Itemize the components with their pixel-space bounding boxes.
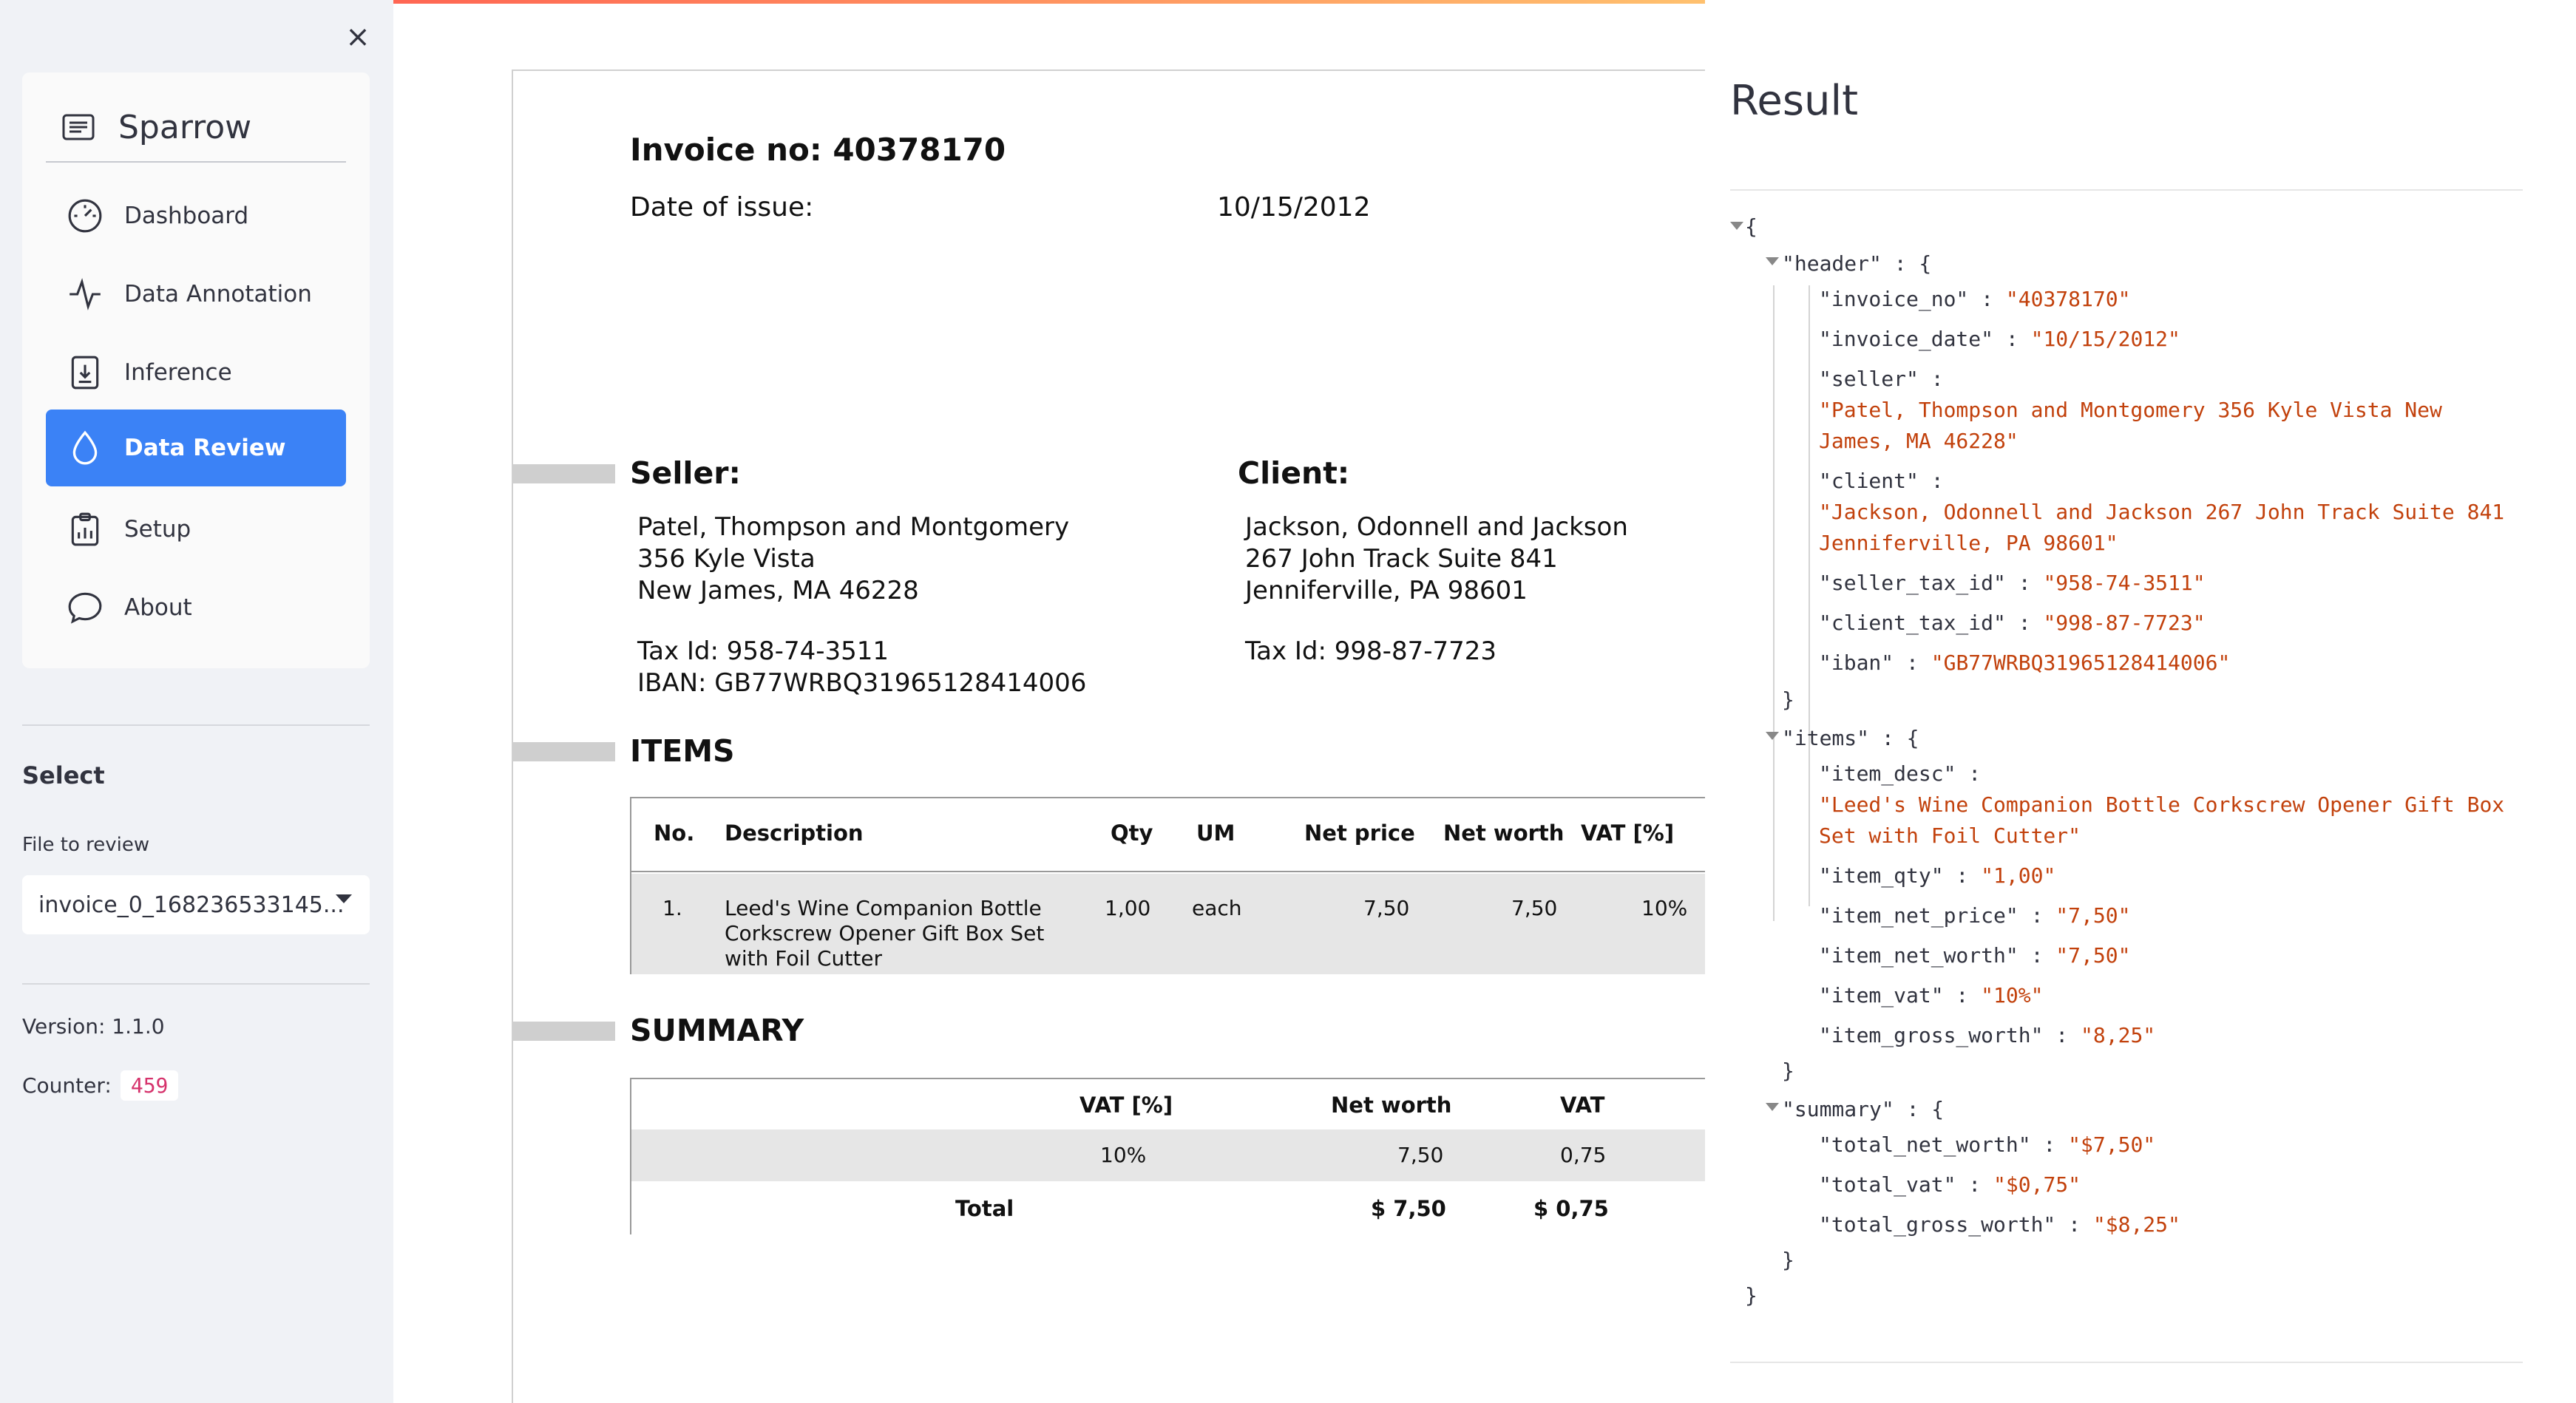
total-vat: $ 0,75 bbox=[1533, 1196, 1609, 1221]
json-brace: } bbox=[1782, 687, 1794, 712]
summary-title: SUMMARY bbox=[630, 1013, 804, 1048]
json-key: "invoice_no" bbox=[1819, 287, 1969, 311]
json-value: "Leed's Wine Companion Bottle Corkscrew Opener Gift Box bbox=[1819, 792, 2505, 817]
clipboard-data-icon bbox=[67, 511, 104, 548]
json-key: "item_vat" bbox=[1819, 983, 1944, 1008]
item-qty: 1,00 bbox=[1105, 896, 1151, 920]
json-line: "total_net_worth" : "$7,50" bbox=[1819, 1132, 2156, 1157]
summary-vat: 0,75 bbox=[1560, 1143, 1607, 1167]
file-download-icon bbox=[67, 354, 104, 391]
json-value: "10/15/2012" bbox=[2030, 327, 2180, 351]
menu-item-inference[interactable] bbox=[46, 334, 346, 411]
json-indent-guide bbox=[1773, 285, 1775, 921]
menu-item-setup[interactable] bbox=[46, 491, 346, 568]
result-panel bbox=[1705, 0, 2576, 1403]
activity-icon bbox=[67, 276, 104, 313]
chat-icon bbox=[67, 589, 104, 626]
file-select-value: invoice_0_168236533145... bbox=[38, 891, 345, 918]
version-text: Version: 1.1.0 bbox=[22, 1014, 165, 1039]
items-table-header bbox=[631, 798, 1705, 872]
json-value: "7,50" bbox=[2055, 903, 2131, 928]
column-header: Description bbox=[725, 821, 864, 846]
summary-vat-pct: 10% bbox=[1100, 1143, 1147, 1167]
json-line: "item_desc" : bbox=[1819, 761, 1982, 786]
table-row-total bbox=[631, 1181, 1705, 1234]
json-indent-guide bbox=[1809, 285, 1810, 906]
app-title-text: Sparrow bbox=[118, 108, 252, 146]
column-header: Net price bbox=[1304, 821, 1415, 846]
collapse-toggle-icon[interactable] bbox=[1766, 732, 1779, 740]
date-of-issue-label: Date of issue: bbox=[630, 192, 814, 222]
column-header: Net worth bbox=[1331, 1093, 1452, 1118]
table-row bbox=[631, 1129, 1705, 1181]
json-line: "item_gross_worth" : "8,25" bbox=[1819, 1023, 2156, 1047]
json-value: Jenniferville, PA 98601" bbox=[1819, 531, 2118, 555]
menu-item-label: Setup bbox=[124, 516, 191, 543]
invoice-document bbox=[512, 69, 1705, 1403]
json-value: "40378170" bbox=[2005, 287, 2131, 311]
client-title: Client: bbox=[1238, 455, 1350, 491]
menu-item-dashboard[interactable] bbox=[46, 177, 346, 254]
json-value: "958-74-3511" bbox=[2043, 571, 2206, 595]
collapse-toggle-icon[interactable] bbox=[1730, 222, 1743, 230]
json-value: James, MA 46228" bbox=[1819, 429, 2019, 453]
item-vat: 10% bbox=[1641, 896, 1688, 920]
invoice-number: Invoice no: 40378170 bbox=[630, 132, 1006, 168]
item-no: 1. bbox=[662, 896, 682, 920]
json-key-summary: "summary" : { bbox=[1782, 1097, 1945, 1121]
seller-tax-id: Tax Id: 958-74-3511 bbox=[637, 636, 889, 666]
json-value: "$0,75" bbox=[1993, 1172, 2081, 1197]
json-key: "client" bbox=[1819, 469, 1919, 493]
item-desc-line: Leed's Wine Companion Bottle bbox=[725, 896, 1042, 920]
json-key: "invoice_date" bbox=[1819, 327, 1994, 351]
json-key: "item_desc" bbox=[1819, 761, 1956, 786]
collapse-toggle-icon[interactable] bbox=[1766, 257, 1779, 265]
menu-item-data-annotation[interactable] bbox=[46, 256, 346, 333]
column-header: VAT bbox=[1560, 1093, 1605, 1118]
item-description bbox=[725, 896, 1044, 971]
json-line: "seller" : bbox=[1819, 367, 1944, 391]
json-key-items: "items" : { bbox=[1782, 726, 1919, 750]
total-label: Total bbox=[955, 1196, 1014, 1221]
json-line: "item_vat" : "10%" bbox=[1819, 983, 2044, 1008]
counter-label: Counter: bbox=[22, 1073, 112, 1098]
column-header: Net worth bbox=[1443, 821, 1565, 846]
column-header: VAT [%] bbox=[1079, 1093, 1173, 1118]
column-header: No. bbox=[654, 821, 695, 846]
client-address bbox=[1245, 512, 1628, 607]
column-header: Qty bbox=[1111, 821, 1153, 846]
counter bbox=[22, 1070, 178, 1101]
counter-value: 459 bbox=[121, 1070, 179, 1101]
select-heading: Select bbox=[22, 761, 105, 789]
json-line: "item_net_worth" : "7,50" bbox=[1819, 943, 2131, 968]
seller-line: New James, MA 46228 bbox=[637, 576, 919, 605]
summary-net-worth: 7,50 bbox=[1397, 1143, 1444, 1167]
chevron-down-icon bbox=[336, 894, 352, 903]
json-line: "client" : bbox=[1819, 469, 1944, 493]
json-value: Set with Foil Cutter" bbox=[1819, 823, 2081, 848]
json-key: "total_net_worth" bbox=[1819, 1132, 2031, 1157]
json-brace: } bbox=[1782, 1248, 1794, 1272]
json-line: "item_qty" : "1,00" bbox=[1819, 863, 2056, 888]
json-line: "total_vat" : "$0,75" bbox=[1819, 1172, 2081, 1197]
item-desc-line: Corkscrew Opener Gift Box Set bbox=[725, 921, 1045, 945]
json-brace: { bbox=[1745, 214, 1758, 239]
seller-iban: IBAN: GB77WRBQ31965128414006 bbox=[637, 668, 1087, 698]
summary-table-header bbox=[631, 1079, 1705, 1129]
client-line: Jackson, Odonnell and Jackson bbox=[1245, 512, 1628, 542]
section-bar bbox=[513, 1022, 615, 1041]
json-key: "seller_tax_id" bbox=[1819, 571, 2006, 595]
droplet-icon bbox=[67, 429, 104, 466]
json-key: "iban" bbox=[1819, 650, 1894, 675]
total-net-worth: $ 7,50 bbox=[1371, 1196, 1446, 1221]
json-value: "8,25" bbox=[2081, 1023, 2156, 1047]
json-key: "summary" bbox=[1782, 1097, 1894, 1121]
file-to-review-label: File to review bbox=[22, 834, 150, 856]
speedometer-icon bbox=[67, 197, 104, 234]
divider bbox=[22, 724, 370, 726]
json-value: "998-87-7723" bbox=[2043, 611, 2206, 635]
item-um: each bbox=[1192, 896, 1242, 920]
json-key: "item_net_worth" bbox=[1819, 943, 2019, 968]
json-key: "total_gross_worth" bbox=[1819, 1212, 2056, 1237]
client-line: 267 John Track Suite 841 bbox=[1245, 544, 1558, 574]
seller-address bbox=[637, 512, 1069, 607]
json-line: "item_net_price" : "7,50" bbox=[1819, 903, 2131, 928]
result-title: Result bbox=[1730, 77, 1859, 125]
client-tax-id: Tax Id: 998-87-7723 bbox=[1245, 636, 1497, 666]
items-title: ITEMS bbox=[630, 733, 735, 769]
section-bar bbox=[513, 742, 615, 761]
json-line: "client_tax_id" : "998-87-7723" bbox=[1819, 611, 2206, 635]
close-sidebar-button[interactable]: × bbox=[345, 20, 370, 54]
json-key: "total_vat" bbox=[1819, 1172, 1956, 1197]
summary-table bbox=[630, 1078, 1705, 1234]
json-key: "item_net_price" bbox=[1819, 903, 2019, 928]
json-brace: } bbox=[1782, 1059, 1794, 1083]
divider bbox=[1730, 1362, 2523, 1363]
json-key: "item_qty" bbox=[1819, 863, 1944, 888]
json-value: "$8,25" bbox=[2092, 1212, 2180, 1237]
json-value: "10%" bbox=[1981, 983, 2044, 1008]
menu-item-label: Data Annotation bbox=[124, 281, 312, 308]
menu-item-label: Inference bbox=[124, 359, 232, 386]
menu-item-label: Dashboard bbox=[124, 203, 249, 229]
json-key: "header" bbox=[1782, 251, 1882, 276]
json-value: "GB77WRBQ31965128414006" bbox=[1931, 650, 2231, 675]
seller-line: Patel, Thompson and Montgomery bbox=[637, 512, 1070, 542]
divider bbox=[1730, 189, 2523, 191]
json-line: "iban" : "GB77WRBQ31965128414006" bbox=[1819, 650, 2231, 675]
json-value: "$7,50" bbox=[2068, 1132, 2156, 1157]
menu-item-about[interactable] bbox=[46, 569, 346, 646]
collapse-toggle-icon[interactable] bbox=[1766, 1103, 1779, 1111]
client-line: Jenniferville, PA 98601 bbox=[1245, 576, 1528, 605]
divider bbox=[22, 983, 370, 985]
json-key: "item_gross_worth" bbox=[1819, 1023, 2044, 1047]
json-brace: } bbox=[1745, 1283, 1758, 1308]
seller-tax bbox=[637, 636, 1086, 699]
app-title bbox=[46, 93, 346, 163]
json-key-header: "header" : { bbox=[1782, 251, 1932, 276]
json-key: "client_tax_id" bbox=[1819, 611, 2006, 635]
seller-line: 356 Kyle Vista bbox=[637, 544, 816, 574]
item-net-price: 7,50 bbox=[1363, 896, 1410, 920]
json-value: "1,00" bbox=[1981, 863, 2056, 888]
json-key: "seller" bbox=[1819, 367, 1919, 391]
items-table bbox=[630, 797, 1705, 974]
json-key: "items" bbox=[1782, 726, 1870, 750]
section-bar bbox=[513, 464, 615, 483]
card-text-icon bbox=[61, 109, 96, 145]
json-value: "Patel, Thompson and Montgomery 356 Kyle Vista New bbox=[1819, 398, 2442, 422]
file-select-dropdown[interactable] bbox=[22, 875, 370, 934]
menu-item-label: Data Review bbox=[124, 435, 286, 461]
seller-title: Seller: bbox=[630, 455, 741, 491]
json-value: "7,50" bbox=[2055, 943, 2131, 968]
json-line: "invoice_date" : "10/15/2012" bbox=[1819, 327, 2180, 351]
json-value: "Jackson, Odonnell and Jackson 267 John Track Suite 841 bbox=[1819, 500, 2505, 524]
item-desc-line: with Foil Cutter bbox=[725, 946, 882, 971]
sidebar bbox=[0, 0, 393, 1403]
json-line: "total_gross_worth" : "$8,25" bbox=[1819, 1212, 2180, 1237]
table-row bbox=[631, 874, 1705, 974]
json-line: "seller_tax_id" : "958-74-3511" bbox=[1819, 571, 2206, 595]
menu-item-label: About bbox=[124, 594, 192, 621]
column-header: UM bbox=[1196, 821, 1236, 846]
date-of-issue-value: 10/15/2012 bbox=[1217, 192, 1371, 222]
item-net-worth: 7,50 bbox=[1511, 896, 1558, 920]
menu-item-data-review[interactable] bbox=[46, 410, 346, 486]
json-line: "invoice_no" : "40378170" bbox=[1819, 287, 2131, 311]
column-header: VAT [%] bbox=[1581, 821, 1675, 846]
